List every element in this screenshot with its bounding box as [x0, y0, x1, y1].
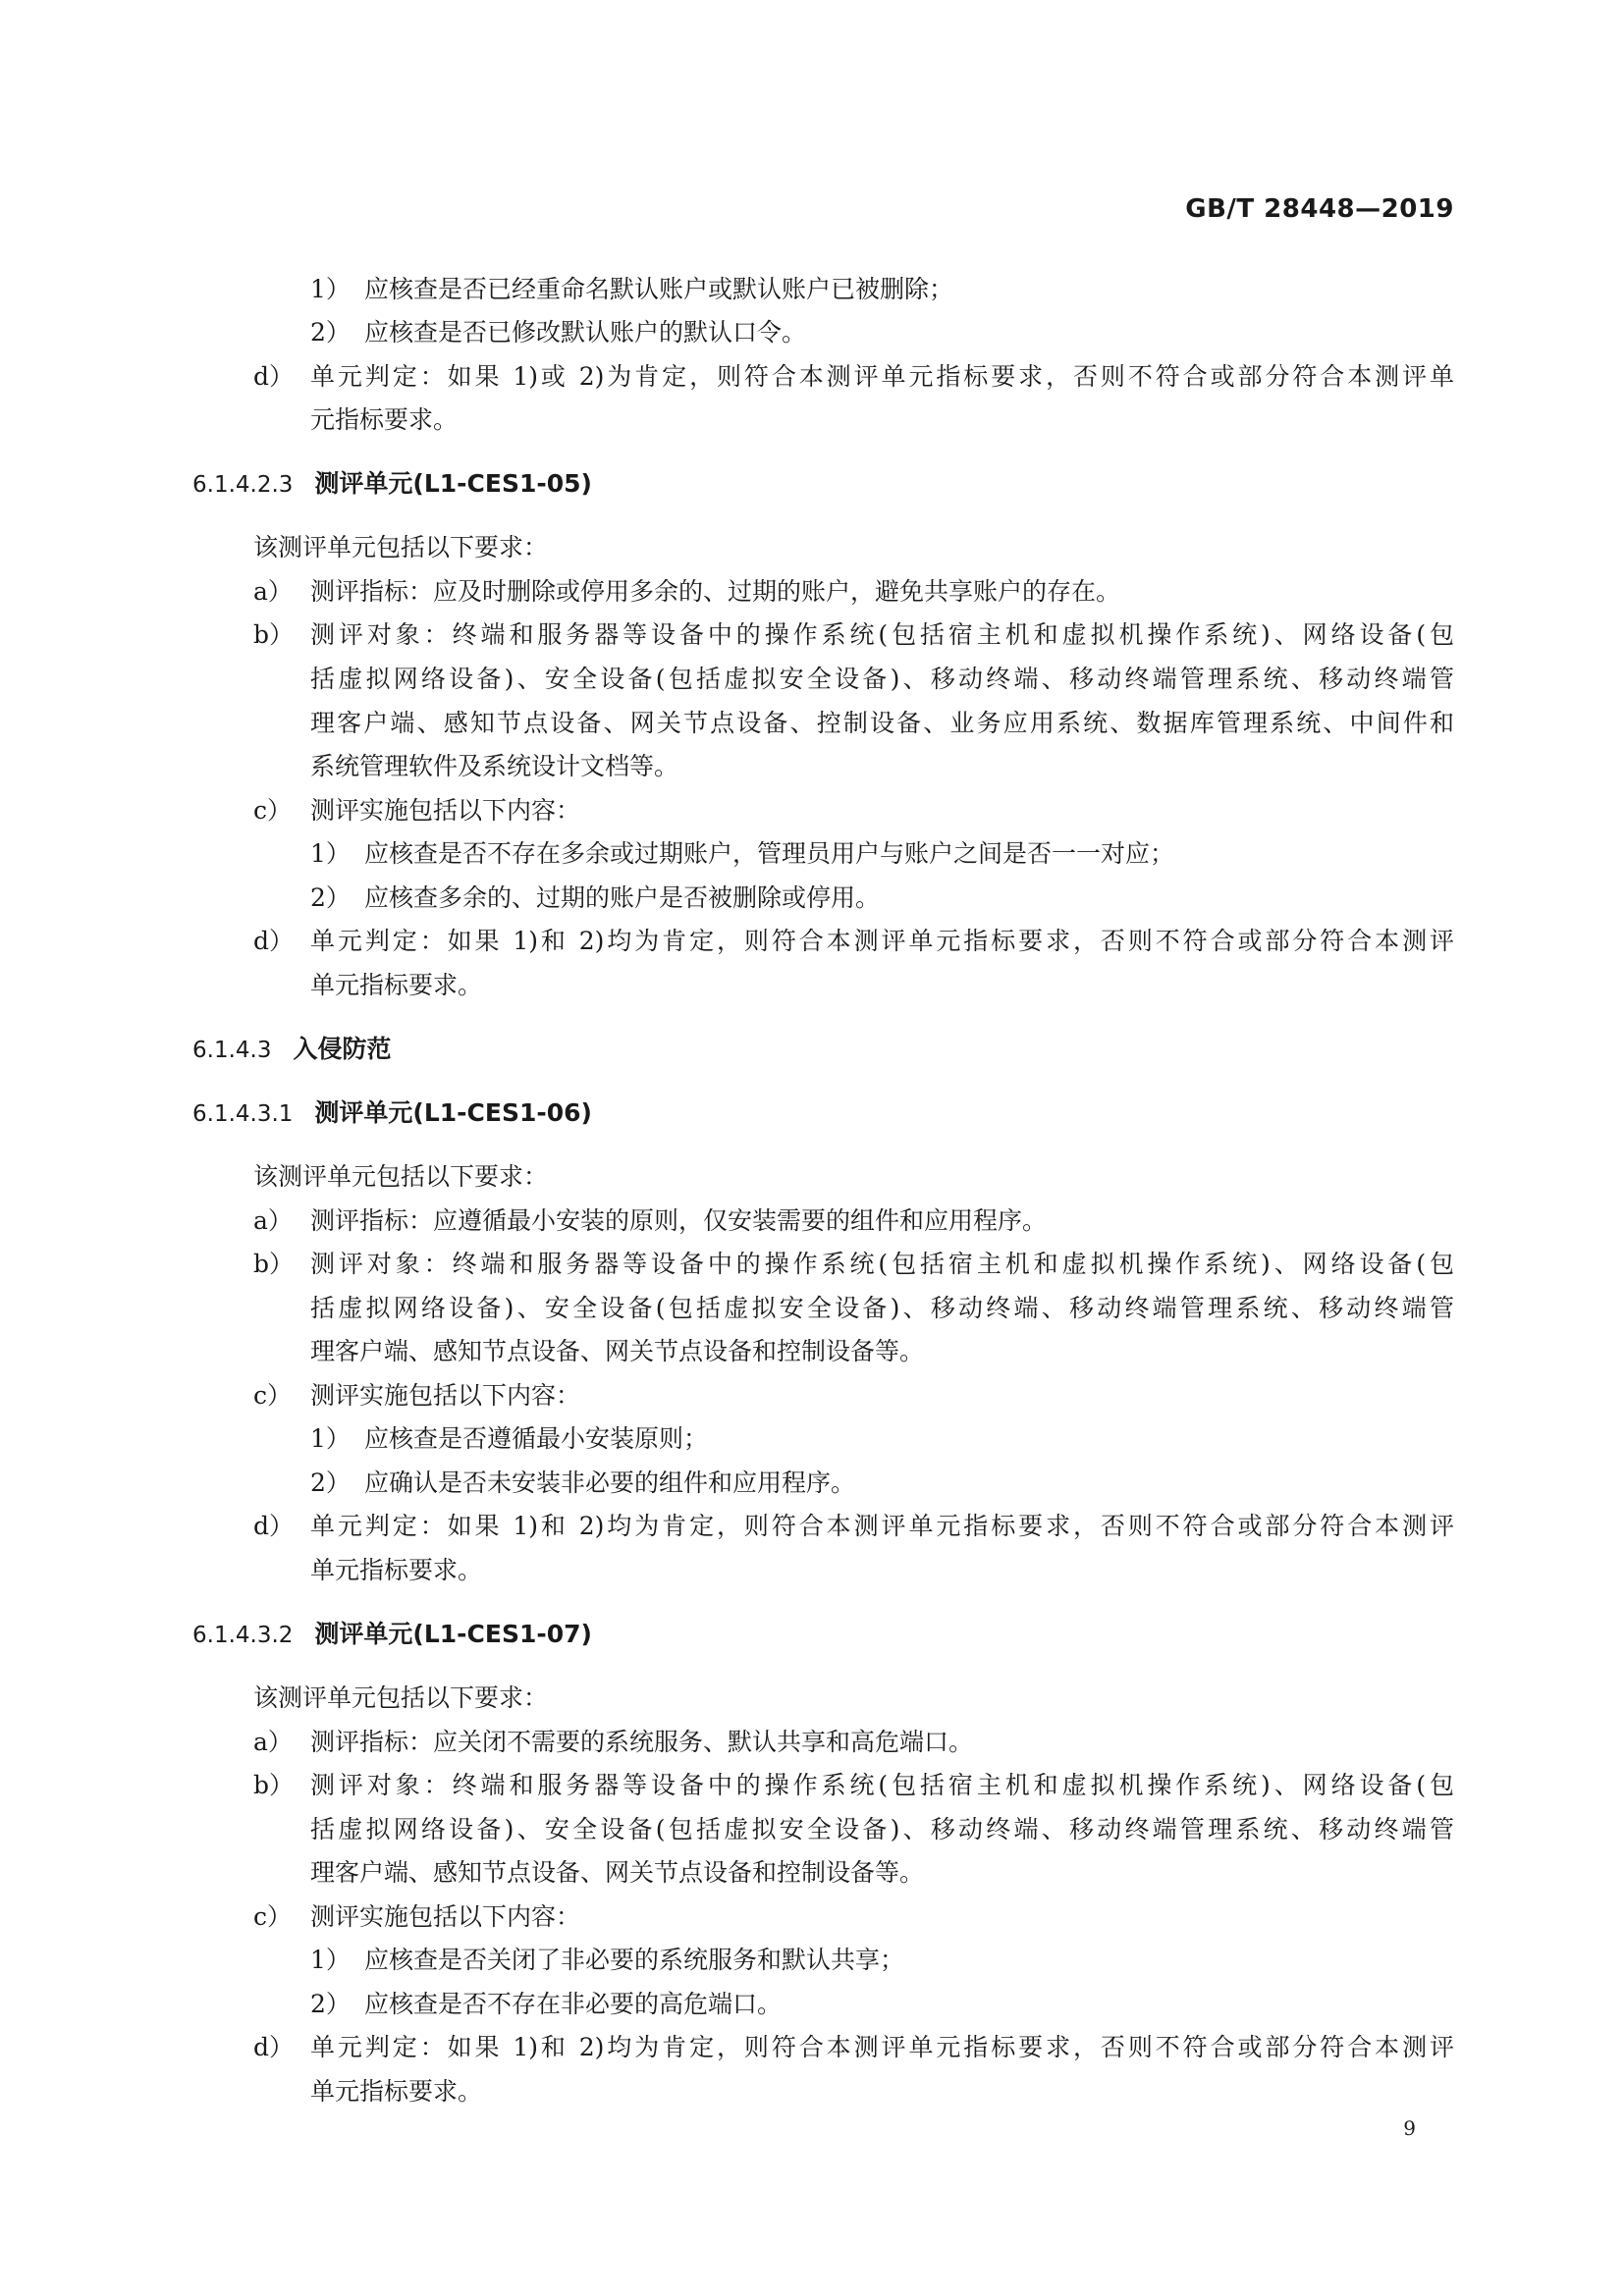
- list-letter: c）: [253, 1381, 293, 1410]
- list-item-text: 应核查是否不存在多余或过期账户，管理员用户与账户之间是否一一对应；: [364, 839, 1175, 868]
- list-item-text: 测评实施包括以下内容：: [310, 1381, 581, 1410]
- section-heading: [192, 1618, 592, 1652]
- section-heading: [192, 467, 592, 502]
- section-number: 6.1.4.3.1: [192, 1101, 294, 1127]
- list-item-text: 应核查是否关闭了非必要的系统服务和默认共享；: [364, 1946, 905, 1974]
- list-item-text: 应确认是否未安装非必要的组件和应用程序。: [364, 1468, 856, 1497]
- list-item-text: 测评指标：应关闭不需要的系统服务、默认共享和高危端口。: [310, 1728, 974, 1756]
- list-letter: a）: [253, 1728, 293, 1756]
- list-number: 2）: [310, 318, 351, 347]
- section-number: 6.1.4.3.2: [192, 1623, 294, 1648]
- section-title: 测评单元(L1-CES1-06): [314, 1098, 592, 1127]
- list-item-text: 元指标要求。: [310, 405, 459, 434]
- section-number: 6.1.4.2.3: [192, 472, 294, 498]
- section-heading: [192, 1096, 592, 1131]
- list-letter: c）: [253, 796, 293, 825]
- list-letter: c）: [253, 1902, 293, 1931]
- document-number: GB/T 28448—2019: [1185, 194, 1454, 224]
- list-item-text: 应核查是否已修改默认账户的默认口令。: [364, 318, 807, 347]
- paragraph: 该测评单元包括以下要求：: [253, 1162, 549, 1191]
- list-item-text: 单元判定：如果 1)或 2)为肯定，则符合本测评单元指标要求，否则不符合或部分符合本测评单: [310, 362, 1454, 391]
- list-item-text: 应核查是否不存在非必要的高危端口。: [364, 1990, 783, 2018]
- list-number: 1）: [310, 1946, 351, 1974]
- list-letter: a）: [253, 1206, 293, 1235]
- list-item-text: 括虚拟网络设备)、安全设备(包括虚拟安全设备)、移动终端、移动终端管理系统、移动终端管: [310, 665, 1454, 693]
- section-number: 6.1.4.3: [192, 1038, 272, 1063]
- list-number: 1）: [310, 1424, 351, 1453]
- page-number: 9: [1403, 2116, 1416, 2140]
- list-item-text: 测评对象：终端和服务器等设备中的操作系统(包括宿主机和虚拟机操作系统)、网络设备(包: [310, 620, 1454, 649]
- list-letter: d）: [253, 2033, 295, 2061]
- list-item-text: 理客户端、感知节点设备、网关节点设备和控制设备等。: [310, 1858, 925, 1887]
- list-item-text: 单元指标要求。: [310, 971, 483, 999]
- list-item-text: 单元判定：如果 1)和 2)均为肯定，则符合本测评单元指标要求，否则不符合或部分符合本测评: [310, 1512, 1454, 1540]
- list-item-text: 测评对象：终端和服务器等设备中的操作系统(包括宿主机和虚拟机操作系统)、网络设备(包: [310, 1771, 1454, 1799]
- list-item-text: 单元指标要求。: [310, 2077, 483, 2106]
- section-heading: [192, 1033, 391, 1067]
- list-letter: a）: [253, 577, 293, 606]
- list-item-text: 测评指标：应遵循最小安装的原则，仅安装需要的组件和应用程序。: [310, 1206, 1048, 1235]
- list-item-text: 应核查是否已经重命名默认账户或默认账户已被删除；: [364, 275, 954, 303]
- list-item-text: 应核查多余的、过期的账户是否被删除或停用。: [364, 883, 881, 912]
- list-item-text: 测评实施包括以下内容：: [310, 796, 581, 825]
- list-item-text: 单元判定：如果 1)和 2)均为肯定，则符合本测评单元指标要求，否则不符合或部分符合本测评: [310, 2033, 1454, 2061]
- list-number: 2）: [310, 1990, 351, 2018]
- list-item-text: 应核查是否遵循最小安装原则；: [364, 1424, 709, 1453]
- list-letter: d）: [253, 927, 295, 955]
- list-letter: b）: [253, 1771, 295, 1799]
- list-item-text: 单元判定：如果 1)和 2)均为肯定，则符合本测评单元指标要求，否则不符合或部分符合本测评: [310, 927, 1454, 955]
- list-number: 1）: [310, 275, 351, 303]
- list-item-text: 测评指标：应及时删除或停用多余的、过期的账户，避免共享账户的存在。: [310, 577, 1121, 606]
- section-title: 入侵防范: [293, 1035, 392, 1063]
- list-letter: b）: [253, 1250, 295, 1278]
- list-item-text: 测评对象：终端和服务器等设备中的操作系统(包括宿主机和虚拟机操作系统)、网络设备(包: [310, 1250, 1454, 1278]
- list-item-text: 测评实施包括以下内容：: [310, 1902, 581, 1931]
- list-item-text: 括虚拟网络设备)、安全设备(包括虚拟安全设备)、移动终端、移动终端管理系统、移动终端管: [310, 1815, 1454, 1843]
- list-item-text: 括虚拟网络设备)、安全设备(包括虚拟安全设备)、移动终端、移动终端管理系统、移动终端管: [310, 1294, 1454, 1322]
- section-title: 测评单元(L1-CES1-07): [314, 1620, 592, 1648]
- list-number: 2）: [310, 883, 351, 912]
- list-item-text: 单元指标要求。: [310, 1556, 483, 1584]
- list-letter: d）: [253, 1512, 295, 1540]
- paragraph: 该测评单元包括以下要求：: [253, 1683, 549, 1712]
- paragraph: 该测评单元包括以下要求：: [253, 533, 549, 561]
- list-item-text: 理客户端、感知节点设备、网关节点设备和控制设备等。: [310, 1337, 925, 1365]
- list-item-text: 理客户端、感知节点设备、网关节点设备、控制设备、业务应用系统、数据库管理系统、中间件和: [310, 709, 1454, 737]
- list-number: 1）: [310, 839, 351, 868]
- list-letter: d）: [253, 362, 295, 391]
- list-item-text: 系统管理软件及系统设计文档等。: [310, 752, 679, 780]
- section-title: 测评单元(L1-CES1-05): [314, 469, 592, 498]
- list-number: 2）: [310, 1468, 351, 1497]
- list-letter: b）: [253, 620, 295, 649]
